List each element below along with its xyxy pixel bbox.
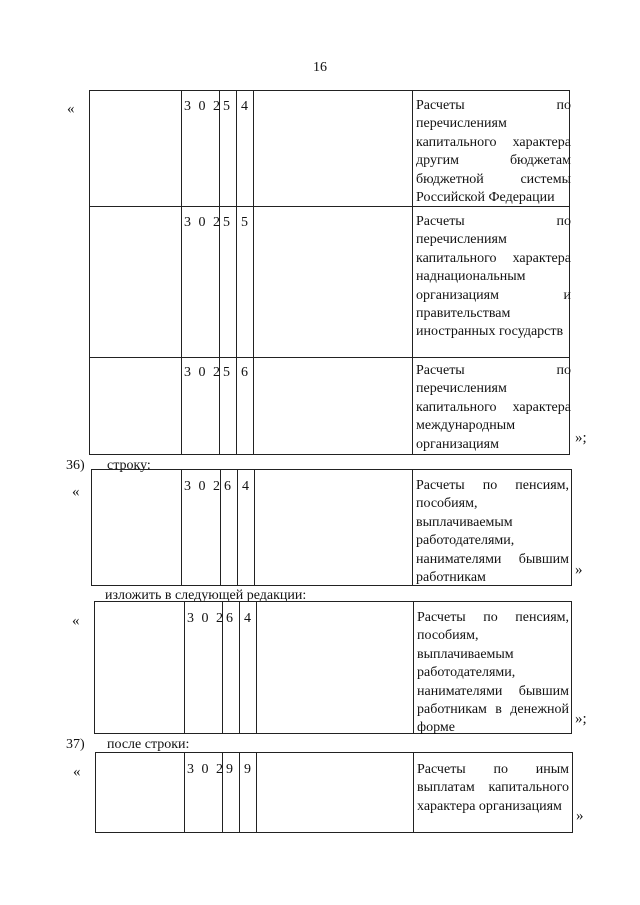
code-digit: 4 bbox=[241, 99, 248, 114]
code-digit: 6 bbox=[224, 479, 231, 494]
code-digit: 9 bbox=[226, 762, 233, 777]
open-quote: « bbox=[73, 764, 81, 780]
code-digit: 5 bbox=[241, 215, 248, 230]
accounts-table-2 bbox=[91, 469, 572, 586]
account-code: 3 0 2 bbox=[184, 99, 222, 114]
close-quote: »; bbox=[575, 430, 587, 446]
account-description: Расчеты по перечислениям капитального характера международным организациям bbox=[416, 363, 571, 452]
account-code: 3 0 2 bbox=[184, 365, 222, 380]
code-digit: 6 bbox=[226, 611, 233, 626]
item-label: после строки: bbox=[107, 737, 190, 752]
account-description: Расчеты по иным выплатам капитального характера организациям bbox=[417, 762, 569, 814]
code-digit: 5 bbox=[223, 215, 230, 230]
code-digit: 5 bbox=[223, 365, 230, 380]
code-digit: 6 bbox=[241, 365, 248, 380]
code-digit: 5 bbox=[223, 99, 230, 114]
code-digit: 9 bbox=[244, 762, 251, 777]
open-quote: « bbox=[72, 613, 80, 629]
account-code: 3 0 2 bbox=[187, 762, 225, 777]
close-quote: » bbox=[575, 562, 583, 578]
code-digit: 4 bbox=[244, 611, 251, 626]
account-code: 3 0 2 bbox=[187, 611, 225, 626]
item-label: строку: bbox=[107, 458, 151, 473]
item-number: 36) bbox=[66, 458, 85, 473]
close-quote: »; bbox=[575, 711, 587, 727]
item-label: изложить в следующей редакции: bbox=[105, 588, 307, 603]
close-quote: » bbox=[576, 808, 584, 824]
account-description: Расчеты по пенсиям, пособиям, выплачиваемым работодателями, нанимателями бывшим работникам bbox=[416, 478, 569, 586]
accounts-table-4 bbox=[95, 752, 573, 833]
account-description: Расчеты по пенсиям, пособиям, выплачиваемым работодателями, нанимателями бывшим работникам в денежной форме bbox=[417, 610, 569, 736]
accounts-table-3 bbox=[94, 601, 572, 734]
open-quote: « bbox=[67, 101, 75, 117]
account-code: 3 0 2 bbox=[184, 479, 222, 494]
page-number: 16 bbox=[313, 60, 327, 75]
item-number: 37) bbox=[66, 737, 85, 752]
code-digit: 4 bbox=[242, 479, 249, 494]
accounts-table-1 bbox=[89, 90, 570, 455]
open-quote: « bbox=[72, 484, 80, 500]
account-description: Расчеты по перечислениям капитального характера другим бюджетам бюджетной системы Российской Федерации bbox=[416, 98, 571, 206]
account-description: Расчеты по перечислениям капитального характера наднациональным организациям и правительствам иностранных государств bbox=[416, 214, 571, 340]
account-code: 3 0 2 bbox=[184, 215, 222, 230]
